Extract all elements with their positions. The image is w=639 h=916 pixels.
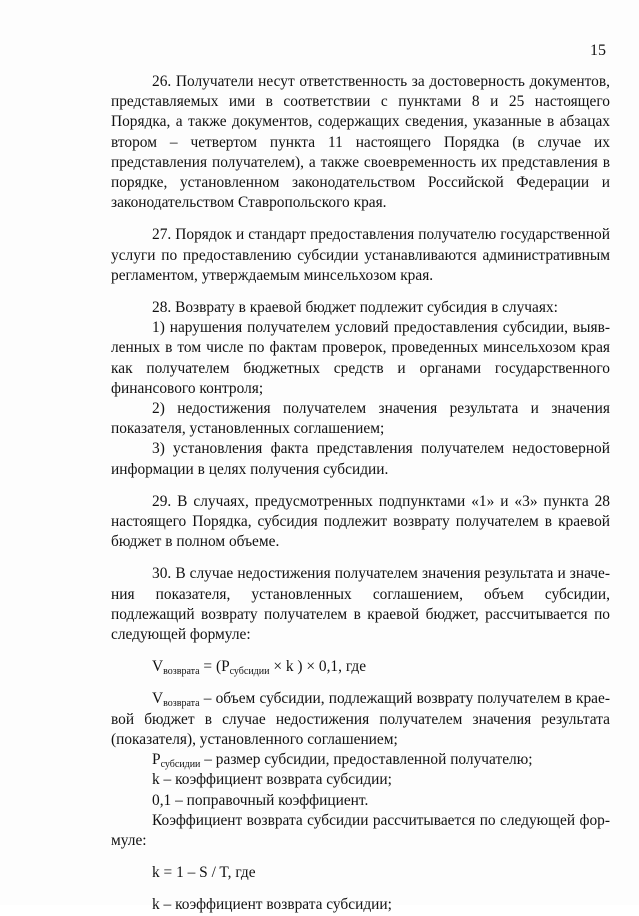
definition-k: k – коэффициент возврата субсидии; [152,771,392,789]
coefficient-intro: Коэффициент возврата субсидии рассчитывается по следующей формуле: [111,811,610,849]
definition-v-text: – объем субсидии, подлежащий возврату получателем в краевой бюджет в случае недостижения получателем значения результата (показателя), установленного соглашением; [111,690,610,748]
definition-p-letter: P [152,751,161,769]
page-number: 15 [590,42,606,59]
paragraph-28-item-2: 2) недостижения получателем значения результата и значения показателя, установленных соглашением; [111,400,610,438]
paragraph-29: 29. В случаях, предусмотренных подпунктами «1» и «3» пункта 28 настоящего Порядка, субсидия подлежит возврату получателем в краевой бюджет в полном объеме. [111,492,610,551]
definition-v-refund [111,689,610,750]
paragraph-27: 27. Порядок и стандарт предоставления получателю государственной услуги по предоставлению субсидии устанавливаются административным регламентом, утверждаемым минсельхозом края. [111,226,610,284]
formula-open: = (P [199,658,230,676]
definition-v-letter: V [152,690,164,708]
coefficient-formula: k = 1 – S / T, где [152,864,256,882]
refund-formula [111,657,610,677]
formula-rest: × k ) × 0,1, где [269,658,367,676]
definition-p-subscript: субсидии [160,759,201,771]
definition-p-subsidy [111,750,610,770]
formula-p-subscript: субсидии [229,666,270,678]
definition-p-text: – размер субсидии, предоставленной получателю; [200,751,533,769]
definition-k-repeat: k – коэффициент возврата субсидии; [152,896,392,914]
formula-v-letter: V [152,658,164,676]
definition-v-subscript: возврата [163,698,200,710]
paragraph-28: 28. Возврату в краевой бюджет подлежит субсидия в случаях: [152,299,558,317]
document-body [111,72,610,916]
formula-v-subscript: возврата [163,666,200,678]
paragraph-26: 26. Получатели несут ответственность за достоверность документов, представляемых ими в соответствии с пунктами 8 и 25 настоящего Порядка, а также документов, содержащих сведения, указанные в абзацах втором – четвертом пункта 11 настоящего Порядка (в случае их представления получателем), а также своевременность их представления в порядке, установленном законодательством Российской Федерации и законодательством Ставропольского края. [111,73,610,212]
definition-correction-coefficient: 0,1 – поправочный коэффициент. [152,791,369,809]
paragraph-30: 30. В случае недостижения получателем значения результата и значения показателя, установленных соглашением, объем субсидии, подлежащий возврату получателем в краевой бюджет, рассчитывается по следующей формуле: [111,565,610,644]
paragraph-28-item-1: 1) нарушения получателем условий предоставления субсидии, выявленных в том числе по фактам проверок, проведенных минсельхозом края как получателем бюджетных средств и органами государственного финансового контроля; [111,319,610,397]
paragraph-28-item-3: 3) установления факта представления получателем недостоверной информации в целях получения субсидии. [111,440,610,478]
